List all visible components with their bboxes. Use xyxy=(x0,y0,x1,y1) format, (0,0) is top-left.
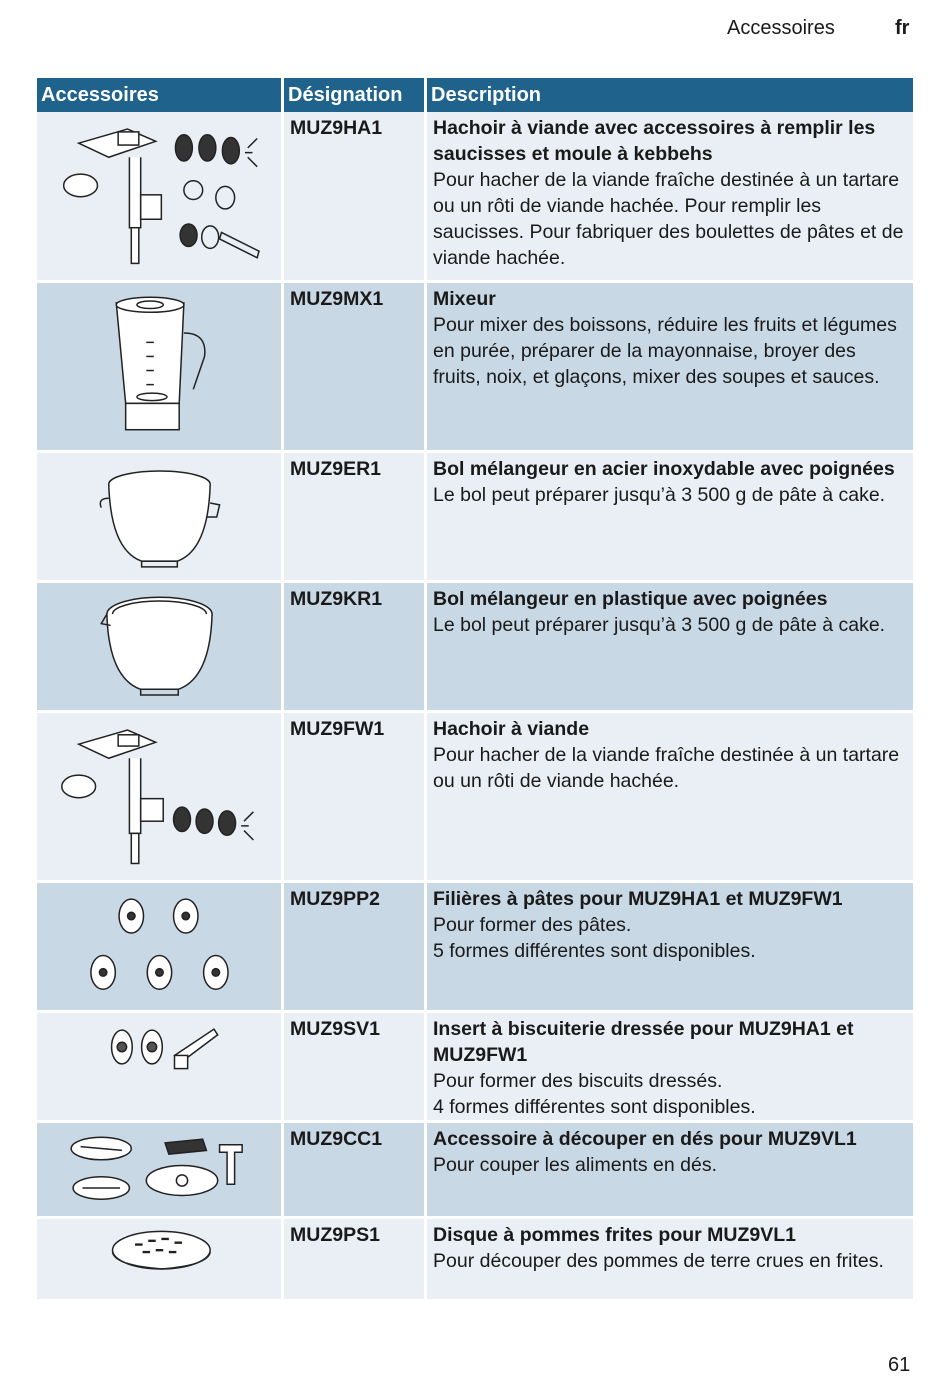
product-title: Disque à pommes frites pour MUZ9VL1 xyxy=(433,1224,796,1247)
designation-cell xyxy=(284,713,427,883)
designation-cell xyxy=(284,1219,427,1302)
description-cell xyxy=(427,453,913,583)
designation-cell xyxy=(284,1013,427,1123)
meat-grinder-icon xyxy=(43,716,275,876)
product-code: MUZ9HA1 xyxy=(290,117,383,139)
biscuit-insert-icon xyxy=(43,1016,275,1117)
product-title: Bol mélangeur en plastique avec poignées xyxy=(433,588,828,610)
plastic-bowl-icon xyxy=(43,586,275,708)
product-description: Pour former des pâtes. xyxy=(433,914,632,936)
designation-cell xyxy=(284,453,427,583)
description-cell xyxy=(427,283,913,453)
column-header-accessories: Accessoires xyxy=(37,78,284,112)
designation-cell xyxy=(284,283,427,453)
description-cell xyxy=(427,583,913,713)
description-cell xyxy=(427,1013,913,1123)
description-cell xyxy=(427,1219,913,1302)
table-row xyxy=(37,283,913,453)
product-title: Hachoir à viande avec accessoires à remplir les saucisses et moule à kebbehs xyxy=(433,117,876,165)
column-header-description: Description xyxy=(427,78,913,112)
product-title: Insert à biscuiterie dressée pour MUZ9HA1 et MUZ9FW1 xyxy=(433,1018,854,1066)
product-description-extra: 5 formes différentes sont disponibles. xyxy=(433,940,756,962)
product-description: Pour former des biscuits dressés. xyxy=(433,1070,723,1092)
product-title: Accessoire à découper en dés pour MUZ9VL1 xyxy=(433,1128,857,1150)
product-description: Pour hacher de la viande fraîche destinée à un tartare ou un rôti de viande hachée. xyxy=(433,744,900,792)
product-code: MUZ9KR1 xyxy=(290,588,383,610)
table-row xyxy=(37,1219,913,1302)
header-section: Accessoires xyxy=(727,17,835,39)
accessory-image-cell xyxy=(37,453,284,583)
product-code: MUZ9PS1 xyxy=(290,1224,380,1247)
product-title: Mixeur xyxy=(433,288,496,310)
product-code: MUZ9MX1 xyxy=(290,288,384,310)
designation-cell xyxy=(284,883,427,1013)
product-code: MUZ9CC1 xyxy=(290,1128,383,1150)
designation-cell xyxy=(284,112,427,283)
table-row xyxy=(37,1013,913,1123)
pasta-dies-icon xyxy=(43,886,275,1008)
product-code: MUZ9PP2 xyxy=(290,888,380,910)
header-language: fr xyxy=(895,17,910,39)
table-row xyxy=(37,453,913,583)
product-description: Pour découper des pommes de terre crues en frites. xyxy=(433,1250,884,1273)
column-header-designation: Désignation xyxy=(284,78,427,112)
accessory-image-cell xyxy=(37,713,284,883)
product-description: Le bol peut préparer jusqu’à 3 500 g de pâte à cake. xyxy=(433,484,886,506)
accessory-image-cell xyxy=(37,1013,284,1123)
accessory-image-cell xyxy=(37,583,284,713)
designation-cell xyxy=(284,583,427,713)
fries-disc-icon xyxy=(43,1222,275,1299)
product-title: Hachoir à viande xyxy=(433,718,590,740)
table-row xyxy=(37,112,913,283)
table-row xyxy=(37,583,913,713)
product-description: Le bol peut préparer jusqu’à 3 500 g de pâte à cake. xyxy=(433,614,886,636)
designation-cell xyxy=(284,1123,427,1219)
product-code: MUZ9ER1 xyxy=(290,458,382,480)
description-cell xyxy=(427,713,913,883)
product-description: Pour couper les aliments en dés. xyxy=(433,1154,717,1176)
accessory-image-cell xyxy=(37,1123,284,1219)
accessory-image-cell xyxy=(37,1219,284,1302)
table-row xyxy=(37,883,913,1013)
page-number: 61 xyxy=(888,1354,911,1376)
steel-bowl-icon xyxy=(43,456,275,578)
accessory-image-cell xyxy=(37,883,284,1013)
table-row xyxy=(37,713,913,883)
description-cell xyxy=(427,1123,913,1219)
accessory-image-cell xyxy=(37,283,284,453)
accessories-table xyxy=(37,78,913,1302)
accessory-image-cell xyxy=(37,112,284,283)
meat-grinder-kit-icon xyxy=(43,115,275,276)
dicing-attachment-icon xyxy=(43,1126,275,1216)
blender-icon xyxy=(43,286,275,446)
product-title: Filières à pâtes pour MUZ9HA1 et MUZ9FW1 xyxy=(433,888,843,910)
product-code: MUZ9FW1 xyxy=(290,718,385,740)
product-description: Pour mixer des boissons, réduire les fruits et légumes en purée, préparer de la mayonnaise, broyer des fruits, noix, et glaçons, mixer des soupes et sauces. xyxy=(433,314,897,388)
table-row xyxy=(37,1123,913,1219)
product-description: Pour hacher de la viande fraîche destinée à un tartare ou un rôti de viande hachée. Pour remplir les saucisses. Pour fabriquer des boulettes de pâtes et de viande hachée. xyxy=(433,169,904,269)
product-description-extra: 4 formes différentes sont disponibles. xyxy=(433,1096,756,1118)
product-code: MUZ9SV1 xyxy=(290,1018,380,1040)
description-cell xyxy=(427,112,913,283)
product-title: Bol mélangeur en acier inoxydable avec poignées xyxy=(433,458,895,480)
description-cell xyxy=(427,883,913,1013)
